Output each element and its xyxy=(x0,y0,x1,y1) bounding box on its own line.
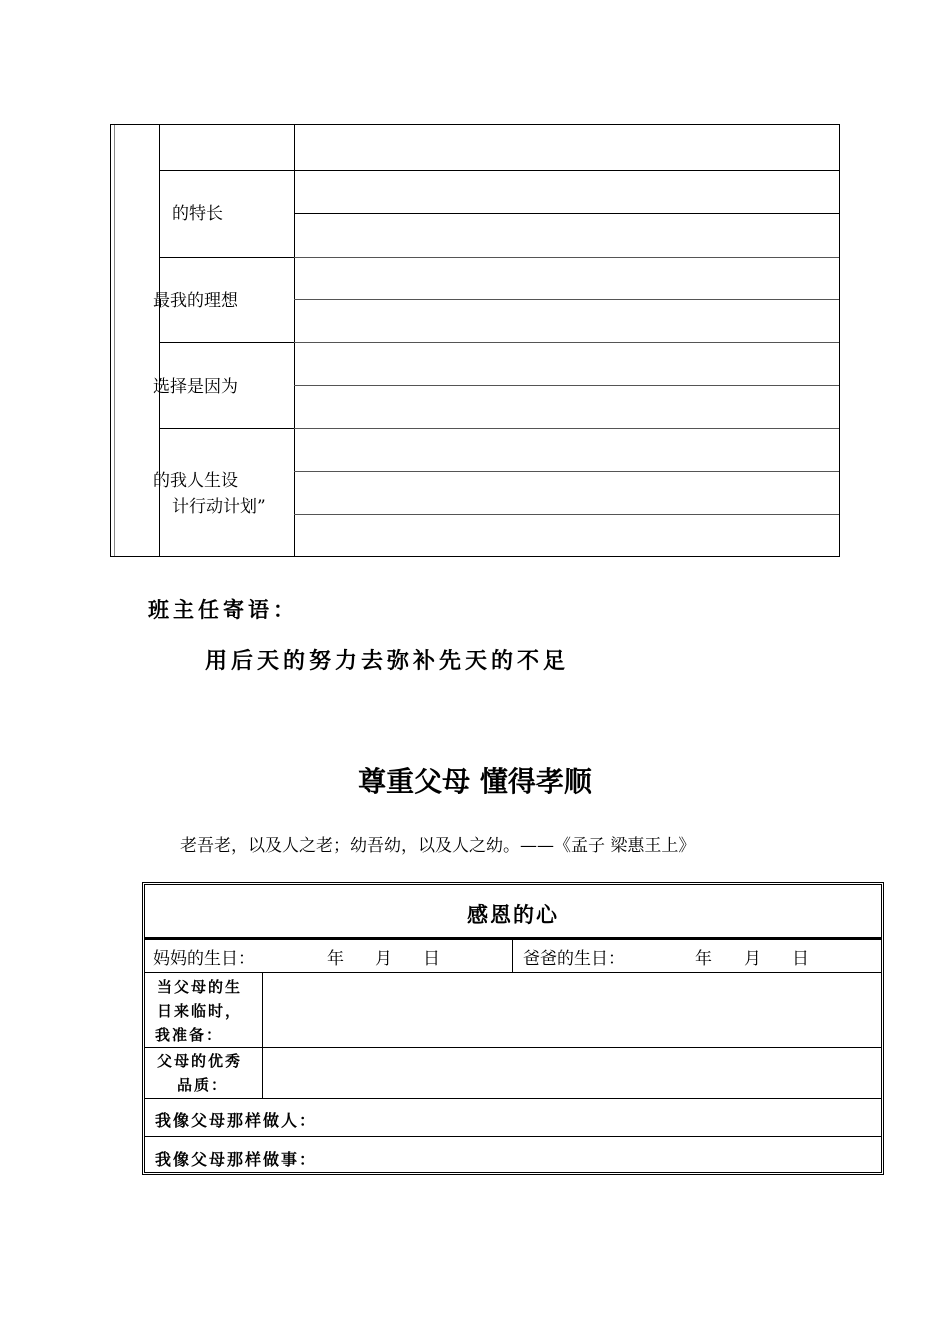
gratitude-table xyxy=(142,882,884,1175)
column-divider xyxy=(262,972,263,1098)
column-divider xyxy=(512,940,513,972)
section-quote: 老吾老，以及人之老；幼吾幼，以及人之幼。——《孟子 梁惠王上》 xyxy=(180,836,696,856)
row-divider xyxy=(145,937,881,940)
row-divider xyxy=(145,1098,881,1099)
quality-label-line2: 品质： xyxy=(177,1076,229,1094)
teacher-message-body: 用后天的努力去弥补先天的不足 xyxy=(205,648,570,674)
plan-label-action-plan-1: 的我人生设 xyxy=(153,471,238,491)
teacher-message-title: 班主任寄语： xyxy=(148,597,298,622)
plan-label-reason: 选择是因为 xyxy=(153,377,238,397)
writing-line xyxy=(294,213,839,214)
row-divider xyxy=(159,342,294,343)
mother-birthday-day: 日 xyxy=(423,949,440,969)
quality-label-line1: 父母的优秀 xyxy=(157,1052,243,1070)
writing-line xyxy=(294,514,839,515)
row-divider xyxy=(145,1047,881,1048)
plan-table-inner-border xyxy=(114,125,115,556)
father-birthday-label: 爸爸的生日： xyxy=(523,949,625,969)
row-divider xyxy=(159,257,294,258)
father-birthday-month: 月 xyxy=(744,949,761,969)
prepare-label-line2: 日来临时， xyxy=(157,1002,243,1020)
mother-birthday-month: 月 xyxy=(375,949,392,969)
row-divider xyxy=(145,1136,881,1137)
mother-birthday-year: 年 xyxy=(327,949,344,969)
prepare-label-line1: 当父母的生 xyxy=(157,978,243,996)
be-like-parents-label: 我像父母那样做人： xyxy=(155,1111,318,1130)
writing-line xyxy=(294,428,839,429)
plan-label-specialty: 的特长 xyxy=(172,204,223,224)
plan-label-ideal: 最我的理想 xyxy=(153,291,238,311)
writing-line xyxy=(294,471,839,472)
writing-line xyxy=(294,342,839,343)
writing-line xyxy=(294,385,839,386)
writing-line xyxy=(294,299,839,300)
prepare-label-line3: 我准备： xyxy=(155,1026,224,1044)
writing-line xyxy=(294,257,839,258)
plan-label-action-plan-2: 计行动计划” xyxy=(172,497,266,517)
father-birthday-year: 年 xyxy=(695,949,712,969)
do-like-parents-label: 我像父母那样做事： xyxy=(155,1150,318,1169)
row-divider xyxy=(159,428,294,429)
row-divider xyxy=(145,972,881,973)
mother-birthday-label: 妈妈的生日： xyxy=(153,949,255,969)
section-title: 尊重父母 懂得孝顺 xyxy=(358,765,592,798)
father-birthday-day: 日 xyxy=(792,949,809,969)
row-divider xyxy=(159,170,294,171)
gratitude-table-title: 感恩的心 xyxy=(467,902,559,927)
writing-line xyxy=(294,170,839,171)
plan-table xyxy=(110,124,840,557)
